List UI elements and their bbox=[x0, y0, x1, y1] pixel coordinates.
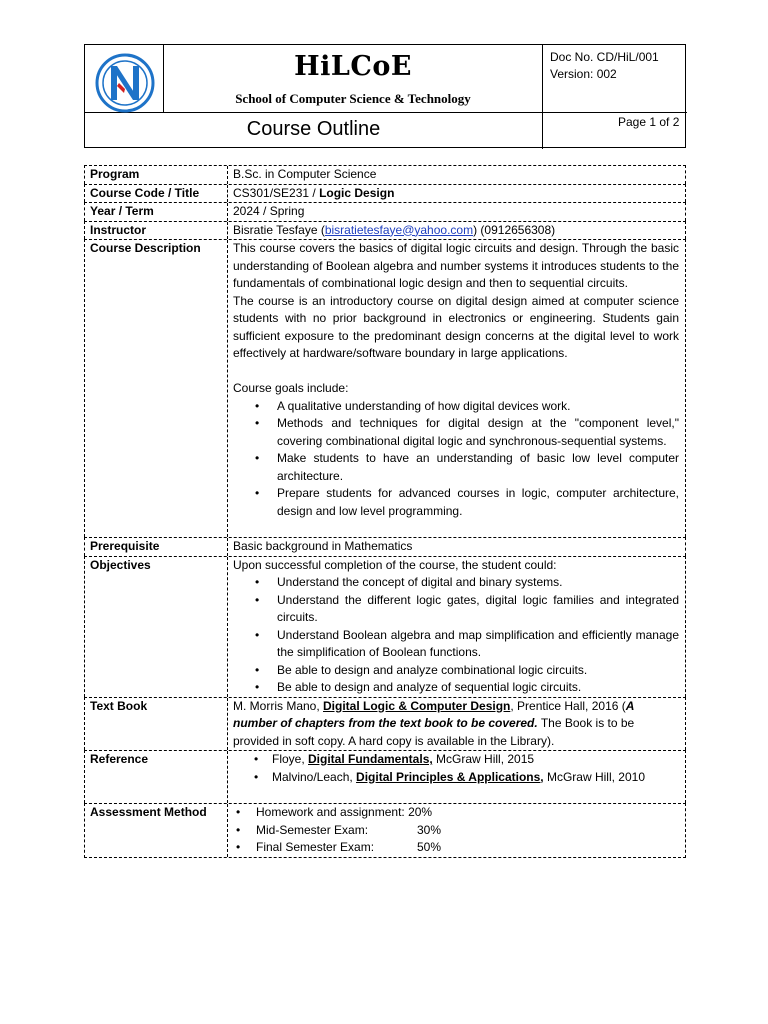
course-code-value bbox=[228, 185, 685, 203]
prerequisite-value: Basic background in Mathematics bbox=[233, 539, 413, 553]
brand-name: HiLCoE bbox=[294, 51, 412, 82]
course-description bbox=[228, 240, 685, 537]
reference-title: Digital Principles & Applications, bbox=[356, 769, 544, 784]
description-paragraph: The course is an introductory course on digital design aimed at computer science students with no prior background in electronics or engineering. Students gain sufficient exposure to the predominant design concerns at the digital level to work effectively at hardware/software boundary in large applications. bbox=[233, 293, 679, 360]
instructor-value bbox=[228, 222, 685, 240]
table-row bbox=[84, 221, 686, 240]
divider bbox=[85, 112, 687, 113]
course-table bbox=[84, 165, 686, 858]
table-row bbox=[84, 803, 686, 858]
objectives-intro: Upon successful completion of the course, the student could: bbox=[233, 557, 557, 572]
references bbox=[228, 751, 685, 803]
divider bbox=[542, 45, 543, 149]
list-item: • Make students to have an understanding of basic low level computer architecture. bbox=[277, 450, 679, 485]
hilcoe-logo-icon bbox=[95, 53, 155, 113]
list-item: • A qualitative understanding of how digital devices work. bbox=[277, 398, 679, 416]
table-row bbox=[84, 239, 686, 537]
table-row bbox=[84, 750, 686, 803]
course-title: Logic Design bbox=[319, 185, 395, 200]
objectives-list bbox=[233, 574, 679, 697]
list-item: • Methods and techniques for digital design at the "component level," covering combinational digital logic and synchronous-sequential systems. bbox=[277, 415, 679, 450]
reference-list bbox=[233, 751, 679, 786]
goals-list bbox=[233, 398, 679, 521]
reference-author: Floye, bbox=[272, 752, 309, 766]
row-label: Course Code / Title bbox=[85, 185, 228, 203]
assessment-percent: 30% bbox=[417, 822, 442, 837]
objectives bbox=[228, 557, 685, 697]
table-row bbox=[84, 202, 686, 221]
assessment-name: Homework and assignment: 20% bbox=[256, 805, 433, 819]
table-row bbox=[84, 184, 686, 203]
list-item bbox=[256, 822, 679, 840]
document-header bbox=[84, 44, 686, 148]
spacer bbox=[233, 363, 679, 381]
list-item bbox=[256, 804, 679, 822]
doc-info bbox=[550, 49, 659, 83]
table-row bbox=[84, 537, 686, 556]
assessment bbox=[228, 804, 685, 857]
list-item: • Be able to design and analyze of sequential logic circuits. bbox=[277, 679, 679, 697]
textbook-author: M. Morris Mano, bbox=[233, 698, 324, 713]
assessment-list bbox=[233, 804, 679, 857]
reference-title: Digital Fundamentals, bbox=[308, 752, 433, 766]
doc-number: Doc No. CD/HiL/001 bbox=[550, 50, 659, 64]
assessment-name: Final Semester Exam: bbox=[256, 840, 375, 854]
textbook-rest: The Book is to be provided in soft copy. A hard copy is available in the Library). bbox=[233, 716, 635, 748]
reference-publisher: McGraw Hill, 2010 bbox=[543, 769, 646, 784]
row-label: Assessment Method bbox=[85, 804, 228, 857]
doc-version: Version: 002 bbox=[550, 67, 617, 81]
textbook-title: Digital Logic & Computer Design bbox=[323, 698, 511, 713]
school-name: School of Computer Science & Technology bbox=[235, 91, 471, 106]
instructor-name: Bisratie Tesfaye ( bbox=[233, 222, 325, 237]
textbook-publisher: , Prentice Hall, 2016 ( bbox=[510, 698, 626, 713]
row-label: Instructor bbox=[85, 222, 228, 240]
table-row bbox=[84, 165, 686, 184]
instructor-phone: ) (0912656308) bbox=[473, 222, 556, 237]
goals-intro: Course goals include: bbox=[233, 381, 349, 395]
assessment-percent: 50% bbox=[417, 840, 442, 854]
year-term-value: 2024 / Spring bbox=[233, 204, 305, 218]
row-label: Reference bbox=[85, 751, 228, 803]
row-label: Text Book bbox=[85, 698, 228, 751]
page-title: Course Outline bbox=[246, 118, 381, 140]
assessment-name: Mid-Semester Exam: bbox=[256, 822, 369, 837]
description-paragraph: This course covers the basics of digital logic circuits and design. Through the basic understanding of Boolean algebra and number systems it introduces students to the fundamentals of combinational logic design and then to sequential circuits. bbox=[233, 241, 679, 290]
list-item bbox=[272, 751, 679, 769]
row-label: Course Description bbox=[85, 240, 228, 537]
list-item: • Understand the concept of digital and binary systems. bbox=[277, 574, 679, 592]
instructor-email-link[interactable]: bisratietesfaye@yahoo.com bbox=[324, 222, 474, 237]
list-item: • Understand Boolean algebra and map simplification and efficiently manage the simplification of Boolean functions. bbox=[277, 627, 679, 662]
list-item: • Understand the different logic gates, digital logic families and integrated circuits. bbox=[277, 592, 679, 627]
textbook-value bbox=[228, 698, 685, 751]
row-label: Program bbox=[85, 166, 228, 184]
row-label: Prerequisite bbox=[85, 538, 228, 556]
table-row bbox=[84, 556, 686, 697]
course-code: CS301/SE231 / bbox=[233, 185, 320, 200]
list-item bbox=[256, 839, 679, 857]
program-value: B.Sc. in Computer Science bbox=[233, 167, 377, 181]
page-number: Page 1 of 2 bbox=[618, 115, 680, 129]
reference-publisher: McGraw Hill, 2015 bbox=[432, 752, 535, 766]
table-row bbox=[84, 697, 686, 751]
textbook-note: A number of chapters from the text book to be covered. bbox=[233, 698, 634, 730]
list-item: • Be able to design and analyze combinational logic circuits. bbox=[277, 662, 679, 680]
list-item bbox=[272, 769, 679, 787]
list-item: • Prepare students for advanced courses in logic, computer architecture, design and low level programming. bbox=[277, 485, 679, 520]
row-label: Objectives bbox=[85, 557, 228, 697]
row-label: Year / Term bbox=[85, 203, 228, 221]
reference-author: Malvino/Leach, bbox=[272, 769, 357, 784]
